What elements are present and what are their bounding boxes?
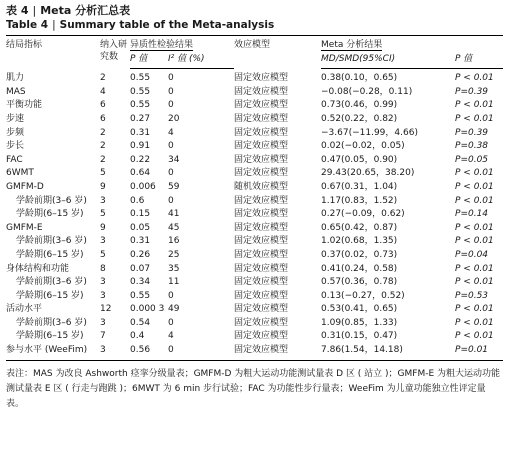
cell-md-smd: 0.02(−0.02，0.05)	[321, 141, 405, 152]
cell-het-i2: 0	[168, 290, 174, 301]
cell-md-smd: 29.43(20.65，38.20)	[321, 168, 415, 179]
table-row	[6, 317, 503, 331]
cell-het-p: 0.07	[130, 263, 151, 274]
table-note: 表注：MAS 为改良 Ashworth 痉挛分级量表；GMFM-D 为粗大运动功能测试量表 D 区 ( 站立 )；GMFM-E 为粗大运动功能测试量表 E 区 ( 行走与跑跳 )；6MWT 为 6 min 步行试验；FAC 为功能性步行量表；WeeFim 为儿童功能独立性评定量表。	[6, 368, 501, 409]
cell-het-p: 0.000 3	[130, 304, 165, 315]
cell-effect-model: 固定效应模型	[234, 331, 289, 342]
cell-het-i2: 0	[168, 86, 174, 97]
header-meta-p: P 值	[455, 53, 503, 69]
cell-n-studies: 12	[100, 304, 112, 315]
cell-md-smd: 0.65(0.42，0.87)	[321, 222, 398, 233]
cell-effect-model: 固定效应模型	[234, 317, 289, 328]
cell-md-smd: 0.53(0.41，0.65)	[321, 304, 398, 315]
cell-indicator: 学龄前期(3–6 岁)	[16, 277, 87, 288]
cell-meta-p: P < 0.01	[455, 100, 494, 111]
cell-effect-model: 固定效应模型	[234, 236, 289, 247]
cell-het-p: 0.26	[130, 249, 151, 260]
cell-md-smd: −3.67(−11.99，4.66)	[321, 127, 418, 138]
cell-effect-model: 固定效应模型	[234, 222, 289, 233]
cell-het-i2: 16	[168, 236, 180, 247]
cell-n-studies: 6	[100, 113, 106, 124]
cell-effect-model: 固定效应模型	[234, 113, 289, 124]
cell-het-p: 0.64	[130, 168, 151, 179]
title-separator: |	[32, 4, 37, 17]
cell-effect-model: 固定效应模型	[234, 100, 289, 111]
cell-md-smd: 1.09(0.85，1.33)	[321, 317, 398, 328]
header-het-i2: I² 值 (%)	[168, 53, 234, 69]
table-row	[6, 86, 503, 100]
cell-effect-model: 固定效应模型	[234, 141, 289, 152]
cell-n-studies: 5	[100, 249, 106, 260]
table-body	[6, 69, 503, 360]
cell-effect-model: 固定效应模型	[234, 195, 289, 206]
cell-meta-p: P=0.04	[455, 249, 489, 260]
cell-het-i2: 49	[168, 304, 180, 315]
cell-het-p: 0.54	[130, 317, 151, 328]
header-heterogeneity	[130, 36, 234, 53]
cell-het-p: 0.55	[130, 100, 151, 111]
cell-effect-model: 固定效应模型	[234, 290, 289, 301]
cell-het-i2: 35	[168, 263, 180, 274]
cell-meta-p: P=0.05	[455, 154, 489, 165]
cell-indicator: GMFM-E	[6, 222, 43, 233]
cell-meta-p: P < 0.01	[455, 113, 494, 124]
cell-het-i2: 0	[168, 344, 234, 360]
cell-n-studies: 9	[100, 222, 106, 233]
cell-md-smd: 0.37(0.02，0.73)	[321, 249, 398, 260]
cell-het-i2: 25	[168, 249, 180, 260]
cell-het-i2: 0	[168, 100, 174, 111]
header-meta-label: Meta 分析结果	[321, 40, 383, 50]
cell-meta-p: P=0.39	[455, 127, 489, 138]
cell-effect-model: 固定效应模型	[234, 344, 321, 360]
cell-effect-model: 固定效应模型	[234, 209, 289, 220]
cell-n-studies: 7	[100, 331, 106, 342]
cell-n-studies: 2	[100, 127, 106, 138]
cell-het-p: 0.15	[130, 209, 151, 220]
header-n-studies: 纳入研究数	[100, 36, 130, 69]
cell-indicator: 平衡功能	[6, 100, 43, 111]
cell-meta-p: P=0.38	[455, 141, 489, 152]
cell-n-studies: 8	[100, 263, 106, 274]
cell-het-p: 0.34	[130, 277, 151, 288]
cell-effect-model: 固定效应模型	[234, 168, 289, 179]
cell-het-i2: 0	[168, 168, 174, 179]
cell-md-smd: 1.02(0.68，1.35)	[321, 236, 398, 247]
table-row	[6, 344, 503, 360]
cell-het-i2: 11	[168, 277, 180, 288]
cell-n-studies: 6	[100, 100, 106, 111]
cell-n-studies: 5	[100, 168, 106, 179]
cell-het-p: 0.55	[130, 86, 151, 97]
cell-het-p: 0.91	[130, 141, 151, 152]
cell-indicator: 肌力	[6, 72, 25, 83]
cell-indicator: 步长	[6, 141, 25, 152]
cell-het-i2: 4	[168, 331, 174, 342]
cell-het-p: 0.31	[130, 127, 151, 138]
cell-md-smd: 0.13(−0.27，0.52)	[321, 290, 405, 301]
cell-indicator: 学龄期(6–15 岁)	[16, 209, 84, 220]
cell-effect-model: 固定效应模型	[234, 86, 289, 97]
table-number-en: Table 4	[6, 19, 49, 31]
table-row	[6, 249, 503, 263]
cell-het-i2: 20	[168, 113, 180, 124]
header-effect-model: 效应模型	[234, 36, 321, 69]
cell-het-i2: 0	[168, 73, 174, 84]
cell-md-smd: 0.31(0.15，0.47)	[321, 331, 398, 342]
table-row	[6, 69, 503, 86]
cell-meta-p: P < 0.01	[455, 317, 494, 328]
cell-het-p: 0.05	[130, 222, 151, 233]
table-row	[6, 208, 503, 222]
cell-indicator: 参与水平 (WeeFim)	[6, 344, 100, 360]
table-row	[6, 303, 503, 317]
cell-effect-model: 固定效应模型	[234, 127, 289, 138]
cell-meta-p: P=0.39	[455, 86, 489, 97]
cell-md-smd: 0.47(0.05，0.90)	[321, 154, 398, 165]
cell-md-smd: 0.38(0.10，0.65)	[321, 73, 398, 84]
cell-het-i2: 0	[168, 195, 174, 206]
cell-indicator: 学龄前期(3–6 岁)	[16, 317, 87, 328]
cell-indicator: MAS	[6, 86, 26, 97]
table-row	[6, 167, 503, 181]
cell-effect-model: 随机效应模型	[234, 181, 289, 192]
cell-md-smd: 0.67(0.31，1.04)	[321, 181, 398, 192]
cell-indicator: 学龄期(6–15 岁)	[16, 249, 84, 260]
cell-het-p: 0.6	[130, 195, 145, 206]
title-separator: |	[52, 19, 56, 31]
cell-het-p: 0.006	[130, 181, 156, 192]
cell-meta-p: P < 0.01	[455, 73, 494, 84]
cell-indicator: FAC	[6, 154, 23, 165]
cell-effect-model: 固定效应模型	[234, 304, 289, 315]
cell-effect-model: 固定效应模型	[234, 72, 289, 83]
header-indicator: 结局指标	[6, 36, 100, 69]
cell-md-smd: −0.08(−0.28，0.11)	[321, 86, 413, 97]
cell-het-p: 0.56	[130, 344, 168, 360]
table-row	[6, 154, 503, 168]
table-row	[6, 140, 503, 154]
cell-n-studies: 3	[100, 277, 106, 288]
cell-het-p: 0.22	[130, 154, 151, 165]
cell-md-smd: 7.86(1.54，14.18)	[321, 344, 455, 360]
cell-n-studies: 4	[100, 86, 106, 97]
cell-n-studies: 3	[100, 290, 106, 301]
cell-meta-p: P=0.01	[455, 344, 503, 360]
cell-indicator: 步频	[6, 127, 25, 138]
cell-n-studies: 3	[100, 195, 106, 206]
table-row	[6, 195, 503, 209]
cell-indicator: 学龄期(6–15 岁)	[16, 290, 84, 301]
table-row	[6, 99, 503, 113]
header-md-smd: MD/SMD(95%CI)	[321, 53, 455, 69]
cell-het-p: 0.31	[130, 236, 151, 247]
cell-meta-p: P < 0.01	[455, 277, 494, 288]
cell-meta-p: P < 0.01	[455, 263, 494, 274]
cell-meta-p: P < 0.01	[455, 181, 494, 192]
cell-indicator: 身体结构和功能	[6, 263, 70, 274]
cell-n-studies: 3	[100, 317, 106, 328]
cell-indicator: 学龄期(6–15 岁)	[16, 331, 84, 342]
cell-het-i2: 4	[168, 127, 174, 138]
table-row	[6, 330, 503, 344]
cell-n-studies: 2	[100, 72, 106, 83]
table-row	[6, 263, 503, 277]
cell-n-studies: 2	[100, 154, 106, 165]
cell-meta-p: P < 0.01	[455, 304, 494, 315]
cell-effect-model: 固定效应模型	[234, 263, 289, 274]
cell-meta-p: P=0.53	[455, 290, 489, 301]
table-row	[6, 127, 503, 141]
meta-analysis-table	[6, 35, 503, 361]
cell-meta-p: P < 0.01	[455, 331, 494, 342]
header-het-p: P 值	[130, 53, 168, 69]
table-title-english	[6, 18, 503, 32]
table-caption-en: Summary table of the Meta-analysis	[59, 19, 275, 31]
cell-n-studies: 2	[100, 141, 106, 152]
cell-n-studies: 3	[100, 344, 130, 360]
cell-indicator: 6WMT	[6, 168, 34, 179]
header-meta	[321, 36, 503, 53]
cell-n-studies: 5	[100, 209, 106, 220]
table-number-cn: 表 4	[6, 4, 29, 17]
header-heterogeneity-label: 异质性检验结果	[130, 40, 194, 50]
cell-meta-p: P=0.14	[455, 209, 489, 220]
table-title-chinese	[6, 4, 503, 18]
cell-het-i2: 34	[168, 154, 180, 165]
cell-meta-p: P < 0.01	[455, 236, 494, 247]
cell-het-i2: 45	[168, 222, 180, 233]
cell-indicator: 学龄前期(3–6 岁)	[16, 195, 87, 206]
cell-het-p: 0.4	[130, 331, 145, 342]
cell-effect-model: 固定效应模型	[234, 277, 289, 288]
cell-md-smd: 0.41(0.24，0.58)	[321, 263, 398, 274]
cell-indicator: 学龄前期(3–6 岁)	[16, 236, 87, 247]
cell-het-p: 0.55	[130, 290, 151, 301]
table-row	[6, 290, 503, 304]
cell-het-i2: 0	[168, 141, 174, 152]
cell-indicator: 活动水平	[6, 304, 43, 315]
cell-meta-p: P < 0.01	[455, 195, 494, 206]
cell-md-smd: 0.27(−0.09，0.62)	[321, 209, 405, 220]
cell-indicator: 步速	[6, 113, 25, 124]
table-row	[6, 276, 503, 290]
cell-het-i2: 59	[168, 181, 180, 192]
table-row	[6, 235, 503, 249]
cell-het-p: 0.27	[130, 113, 151, 124]
cell-meta-p: P < 0.01	[455, 222, 494, 233]
cell-md-smd: 0.73(0.46，0.99)	[321, 100, 398, 111]
cell-n-studies: 9	[100, 181, 106, 192]
cell-md-smd: 0.52(0.22，0.82)	[321, 113, 398, 124]
cell-md-smd: 0.57(0.36，0.78)	[321, 277, 398, 288]
table-caption-cn: Meta 分析汇总表	[40, 4, 131, 17]
table-row	[6, 181, 503, 195]
cell-het-p: 0.55	[130, 73, 151, 84]
cell-effect-model: 固定效应模型	[234, 249, 289, 260]
cell-het-i2: 41	[168, 209, 180, 220]
cell-n-studies: 3	[100, 236, 106, 247]
table-row	[6, 222, 503, 236]
document-page	[6, 4, 503, 412]
cell-md-smd: 1.17(0.83，1.52)	[321, 195, 398, 206]
table-row	[6, 113, 503, 127]
cell-effect-model: 固定效应模型	[234, 154, 289, 165]
cell-het-i2: 0	[168, 317, 174, 328]
cell-indicator: GMFM-D	[6, 181, 44, 192]
cell-meta-p: P < 0.01	[455, 168, 494, 179]
